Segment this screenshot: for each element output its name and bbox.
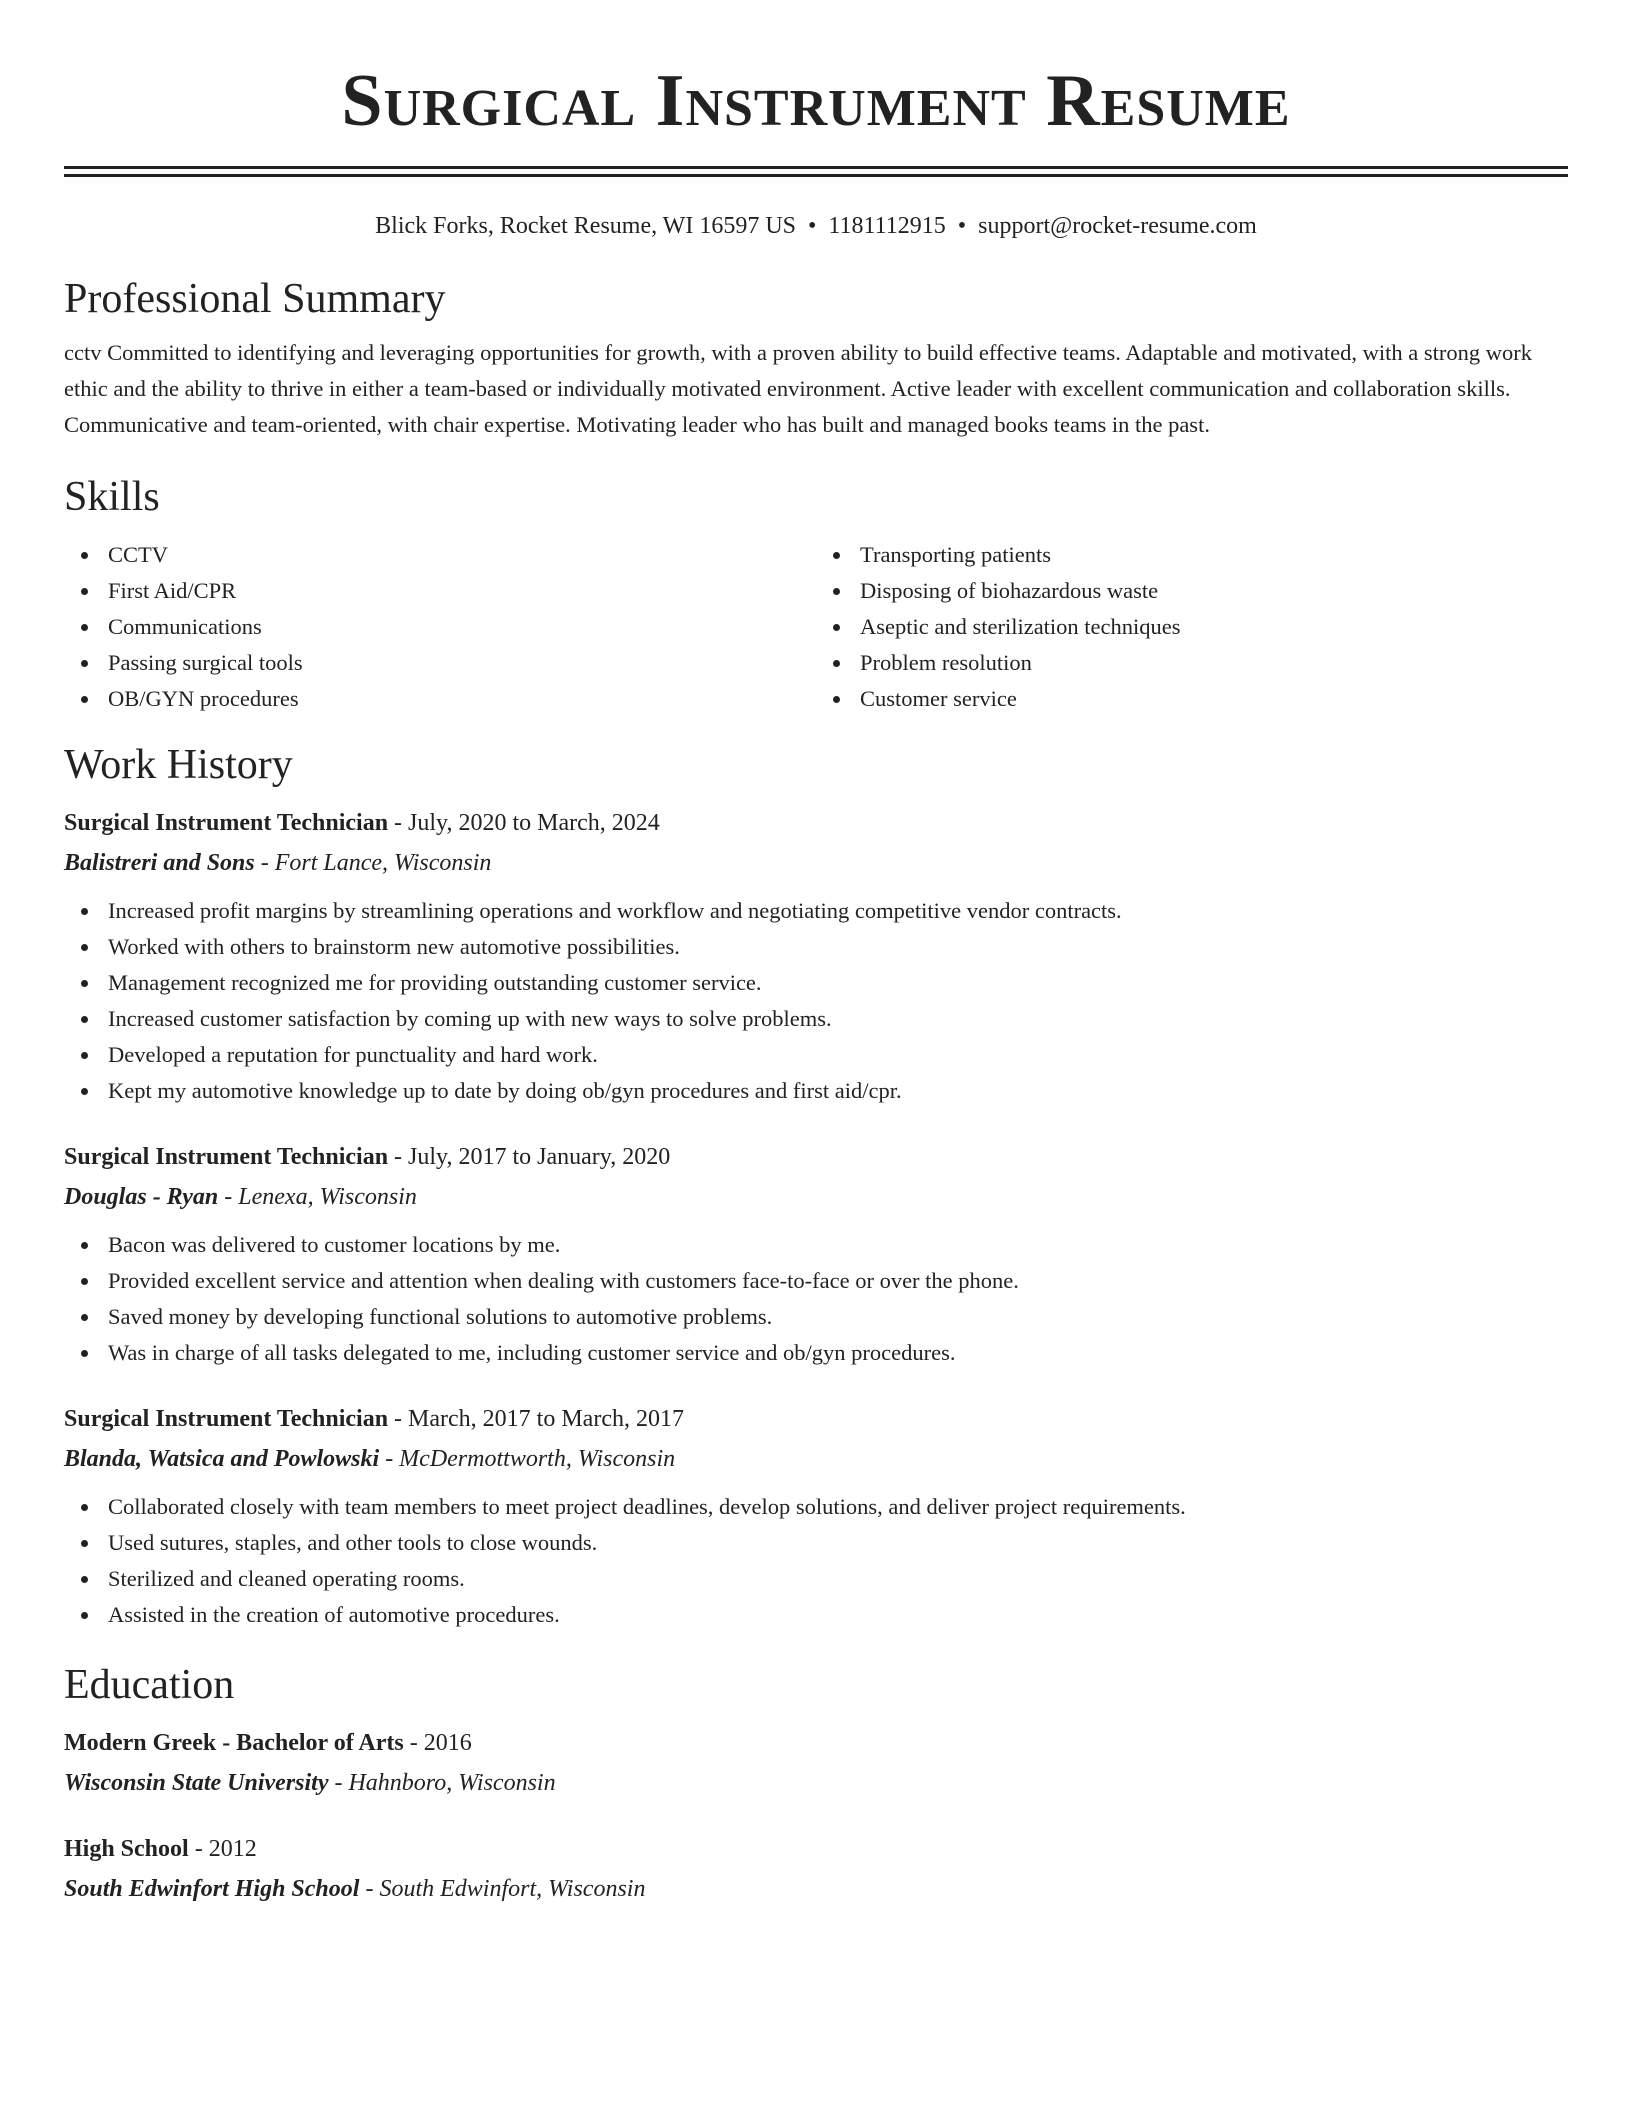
skills-list: [64, 537, 1568, 717]
job-duty: Developed a reputation for punctuality and hard work.: [64, 1037, 1568, 1073]
job-duty: Increased profit margins by streamlining operations and workflow and negotiating competitive vendor contracts.: [64, 893, 1568, 929]
skill-item: CCTV: [64, 537, 816, 573]
education-location: - Hahnboro, Wisconsin: [334, 1770, 556, 1796]
skill-item: Customer service: [816, 681, 1568, 717]
job-duty: Used sutures, staples, and other tools to close wounds.: [64, 1525, 1568, 1561]
skill-item: Passing surgical tools: [64, 645, 816, 681]
contact-line: [64, 211, 1568, 241]
education-entry: [64, 1831, 1568, 1907]
job-entry: [64, 805, 1568, 1109]
skill-item: Communications: [64, 609, 816, 645]
job-duty: Collaborated closely with team members to meet project deadlines, develop solutions, and deliver project requirements.: [64, 1489, 1568, 1525]
job-duty: Worked with others to brainstorm new automotive possibilities.: [64, 929, 1568, 965]
summary-text: cctv Committed to identifying and leveraging opportunities for growth, with a proven ability to build effective teams. Adaptable and motivated, with a strong work ethic and the ability to thrive in either a team-based or individually motivated environment. Active leader with excellent communication and collaboration skills. Communicative and team-oriented, with chair expertise. Motivating leader who has built and managed books teams in the past.: [64, 340, 1533, 437]
education-degree-line: [64, 1725, 1568, 1761]
job-duties: [64, 893, 1568, 1109]
job-title: Surgical Instrument Technician: [64, 1144, 389, 1170]
job-dates: - July, 2017 to January, 2020: [394, 1144, 671, 1170]
job-company-line: [64, 845, 1568, 881]
education-school: Wisconsin State University: [64, 1770, 329, 1796]
job-duty: Assisted in the creation of automotive procedures.: [64, 1597, 1568, 1633]
job-header: [64, 1401, 1568, 1437]
contact-separator: •: [957, 213, 967, 239]
education-year: - 2012: [194, 1836, 257, 1862]
job-dates: - March, 2017 to March, 2017: [394, 1406, 684, 1432]
job-duty: Increased customer satisfaction by coming up with new ways to solve problems.: [64, 1001, 1568, 1037]
job-company: Douglas - Ryan: [64, 1184, 219, 1210]
education-degree: High School: [64, 1836, 189, 1862]
skill-item: First Aid/CPR: [64, 573, 816, 609]
contact-phone: 1181112915: [828, 213, 946, 239]
skill-item: OB/GYN procedures: [64, 681, 816, 717]
job-company-line: [64, 1441, 1568, 1477]
skills-column-right: [816, 537, 1568, 717]
job-duty: Sterilized and cleaned operating rooms.: [64, 1561, 1568, 1597]
job-dates: - July, 2020 to March, 2024: [394, 810, 660, 836]
skills-column-left: [64, 537, 816, 717]
job-title: Surgical Instrument Technician: [64, 810, 389, 836]
job-duty: Saved money by developing functional solutions to automotive problems.: [64, 1299, 1568, 1335]
education-entry: [64, 1725, 1568, 1801]
job-header: [64, 805, 1568, 841]
resume-title: Surgical Instrument Resume: [341, 60, 1291, 142]
work-history-heading: Work History: [64, 742, 293, 788]
job-header: [64, 1139, 1568, 1175]
education-school-line: [64, 1765, 1568, 1801]
job-duties: [64, 1227, 1568, 1371]
job-company: Balistreri and Sons: [64, 850, 255, 876]
job-duty: Bacon was delivered to customer locations by me.: [64, 1227, 1568, 1263]
skill-item: Problem resolution: [816, 645, 1568, 681]
skill-item: Transporting patients: [816, 537, 1568, 573]
job-location: - McDermottworth, Wisconsin: [385, 1446, 676, 1472]
job-company-line: [64, 1179, 1568, 1215]
education-heading: Education: [64, 1662, 235, 1708]
job-entry: [64, 1401, 1568, 1633]
job-entry: [64, 1139, 1568, 1371]
contact-separator: •: [808, 213, 817, 239]
skill-item: Disposing of biohazardous waste: [816, 573, 1568, 609]
education-degree: Modern Greek - Bachelor of Arts: [64, 1730, 404, 1756]
job-company: Blanda, Watsica and Powlowski: [64, 1446, 380, 1472]
job-duty: Was in charge of all tasks delegated to me, including customer service and ob/gyn procedures.: [64, 1335, 1568, 1371]
job-duty: Provided excellent service and attention when dealing with customers face-to-face or over the phone.: [64, 1263, 1568, 1299]
title-divider: [64, 166, 1568, 177]
contact-address: Blick Forks, Rocket Resume, WI 16597 US: [375, 213, 797, 239]
contact-email[interactable]: support@rocket-resume.com: [978, 213, 1257, 239]
education-school-line: [64, 1871, 1568, 1907]
summary-heading: Professional Summary: [64, 276, 446, 322]
job-duties: [64, 1489, 1568, 1633]
education-degree-line: [64, 1831, 1568, 1867]
skills-heading: Skills: [64, 474, 160, 520]
job-title: Surgical Instrument Technician: [64, 1406, 389, 1432]
job-location: - Lenexa, Wisconsin: [224, 1184, 417, 1210]
education-year: - 2016: [409, 1730, 472, 1756]
education-location: - South Edwinfort, Wisconsin: [365, 1876, 646, 1902]
skill-item: Aseptic and sterilization techniques: [816, 609, 1568, 645]
job-location: - Fort Lance, Wisconsin: [260, 850, 492, 876]
job-duty: Kept my automotive knowledge up to date by doing ob/gyn procedures and first aid/cpr.: [64, 1073, 1568, 1109]
education-school: South Edwinfort High School: [64, 1876, 360, 1902]
job-duty: Management recognized me for providing outstanding customer service.: [64, 965, 1568, 1001]
